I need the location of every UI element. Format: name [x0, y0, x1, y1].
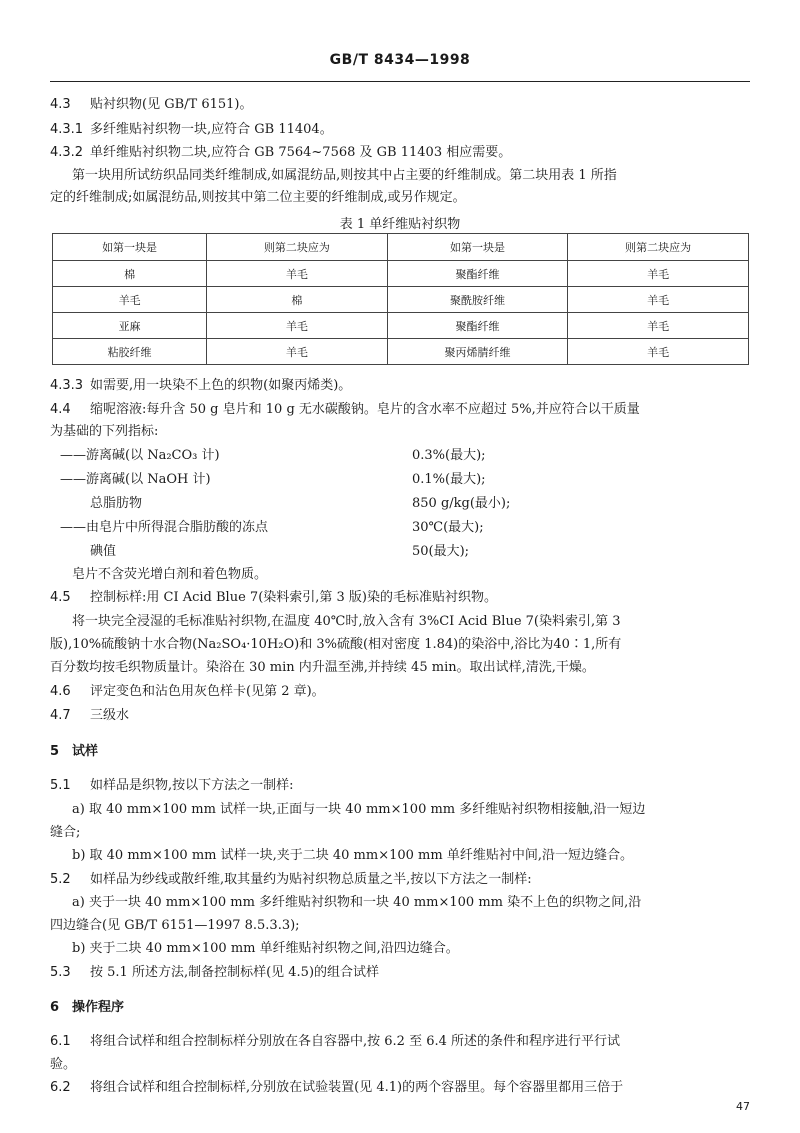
table-cell: 聚酰胺纤维	[387, 287, 568, 313]
clause-4-7: 4.7 三级水	[50, 708, 130, 723]
table-cell: 羊毛	[568, 287, 749, 313]
table-header-cell: 如第一块是	[53, 234, 207, 261]
clause-4-3-2: 4.3.2 单纤维贴衬织物二块,应符合 GB 7564~7568 及 GB 11403 相应需要。	[50, 145, 512, 160]
clause-5-2: 5.2 如样品为纱线或散纤维,取其量约为贴衬织物总质量之半,按以下方法之一制样:	[50, 872, 532, 887]
soap-spec-row: 碘值 50(最大);	[90, 544, 470, 559]
clause-6-2: 6.2 将组合试样和组合控制标样,分别放在试验装置(见 4.1)的两个容器里。每个容器里都用三倍于	[50, 1080, 624, 1095]
table-cell: 羊毛	[568, 339, 749, 365]
soap-spec-row: 总脂肪物 850 g/kg(最小);	[90, 496, 511, 511]
table-cell: 羊毛	[207, 313, 388, 339]
standard-number: GB/T 8434—1998	[329, 52, 471, 68]
table-header-cell: 则第二块应为	[568, 234, 749, 261]
clause-4-5-para-line1: 将一块完全浸湿的毛标准贴衬织物,在温度 40℃时,放入含有 3%CI Acid Blue 7(染料索引,第 3	[72, 614, 621, 629]
clause-4-3: 4.3 贴衬织物(见 GB/T 6151)。	[50, 97, 253, 112]
table-row	[53, 313, 749, 339]
soap-spec-row: ——游离碱(以 NaOH 计) 0.1%(最大);	[60, 472, 486, 487]
table-cell: 聚酯纤维	[387, 261, 568, 287]
clause-4-6: 4.6 评定变色和沾色用灰色样卡(见第 2 章)。	[50, 684, 325, 699]
clause-5-1-a-line2: 缝合;	[50, 825, 81, 840]
table-cell: 羊毛	[568, 261, 749, 287]
clause-4-3-1: 4.3.1 多纤维贴衬织物一块,应符合 GB 11404。	[50, 122, 333, 137]
table-cell: 羊毛	[53, 287, 207, 313]
clause-5-1: 5.1 如样品是织物,按以下方法之一制样:	[50, 778, 294, 793]
table-cell: 棉	[53, 261, 207, 287]
clause-4-4-cont: 为基础的下列指标:	[50, 424, 159, 439]
soap-note: 皂片不含荧光增白剂和着色物质。	[72, 567, 268, 582]
clause-5-2-a-line1: a) 夹于一块 40 mm×100 mm 多纤维贴衬织物和一块 40 mm×100 mm 染不上色的织物之间,沿	[72, 895, 642, 910]
clause-4-4: 4.4 缩呢溶液:每升含 50 g 皂片和 10 g 无水碳酸钠。皂片的含水率不应超过 5%,并应符合以干质量	[50, 402, 640, 417]
soap-spec-row: ——由皂片中所得混合脂肪酸的冻点 30℃(最大);	[60, 520, 484, 535]
table-header-row	[53, 234, 749, 261]
clause-5-2-b: b) 夹于二块 40 mm×100 mm 单纤维贴衬织物之间,沿四边缝合。	[72, 941, 459, 956]
clause-5-3: 5.3 按 5.1 所述方法,制备控制标样(见 4.5)的组合试样	[50, 965, 380, 980]
table-cell: 亚麻	[53, 313, 207, 339]
clause-4-3-3: 4.3.3 如需要,用一块染不上色的织物(如聚丙烯类)。	[50, 378, 352, 393]
table-cell: 粘胶纤维	[53, 339, 207, 365]
clause-4-3-2-para-line1: 第一块用所试纺织品同类纤维制成,如属混纺品,则按其中占主要的纤维制成。第二块用表 1 所指	[72, 168, 617, 183]
clause-5-1-b: b) 取 40 mm×100 mm 试样一块,夹于二块 40 mm×100 mm 单纤维贴衬中间,沿一短边缝合。	[72, 848, 633, 863]
clause-5-2-a-line2: 四边缝合(见 GB/T 6151—1997 8.5.3.3);	[50, 918, 300, 933]
table-row	[53, 261, 749, 287]
table-caption: 表 1 单纤维贴衬织物	[339, 217, 461, 232]
table-row	[53, 287, 749, 313]
table-row	[53, 339, 749, 365]
clause-6-1-line2: 验。	[50, 1057, 77, 1072]
table-header-cell: 则第二块应为	[207, 234, 388, 261]
page-header	[50, 52, 750, 82]
clause-5-1-a-line1: a) 取 40 mm×100 mm 试样一块,正面与一块 40 mm×100 mm 多纤维贴衬织物相接触,沿一短边	[72, 802, 646, 817]
clause-4-5: 4.5 控制标样:用 CI Acid Blue 7(染料索引,第 3 版)染的毛标准贴衬织物。	[50, 590, 497, 605]
clause-4-3-2-para-line2: 定的纤维制成;如属混纺品,则按其中第二位主要的纤维制成,或另作规定。	[50, 190, 466, 205]
table-header-cell: 如第一块是	[387, 234, 568, 261]
page-number: 47	[736, 1100, 750, 1113]
chapter-5-heading: 5 试样	[50, 744, 99, 759]
table-cell: 棉	[207, 287, 388, 313]
table-cell: 羊毛	[207, 339, 388, 365]
clause-6-1-line1: 6.1 将组合试样和组合控制标样分别放在各自容器中,按 6.2 至 6.4 所述的条件和程序进行平行试	[50, 1034, 621, 1049]
table-cell: 羊毛	[207, 261, 388, 287]
fiber-table	[52, 233, 749, 365]
table-cell: 羊毛	[568, 313, 749, 339]
clause-4-5-para-line2: 版),10%硫酸钠十水合物(Na₂SO₄·10H₂O)和 3%硫酸(相对密度 1.84)的染浴中,浴比为40∶1,所有	[50, 637, 622, 652]
chapter-6-heading: 6 操作程序	[50, 1000, 125, 1015]
clause-4-5-para-line3: 百分数均按毛织物质量计。染浴在 30 min 内升温至沸,并持续 45 min。取出试样,清洗,干燥。	[50, 660, 595, 675]
table-cell: 聚酯纤维	[387, 313, 568, 339]
soap-spec-row: ——游离碱(以 Na₂CO₃ 计) 0.3%(最大);	[60, 448, 486, 463]
table-cell: 聚丙烯腈纤维	[387, 339, 568, 365]
header-rule	[50, 81, 750, 82]
